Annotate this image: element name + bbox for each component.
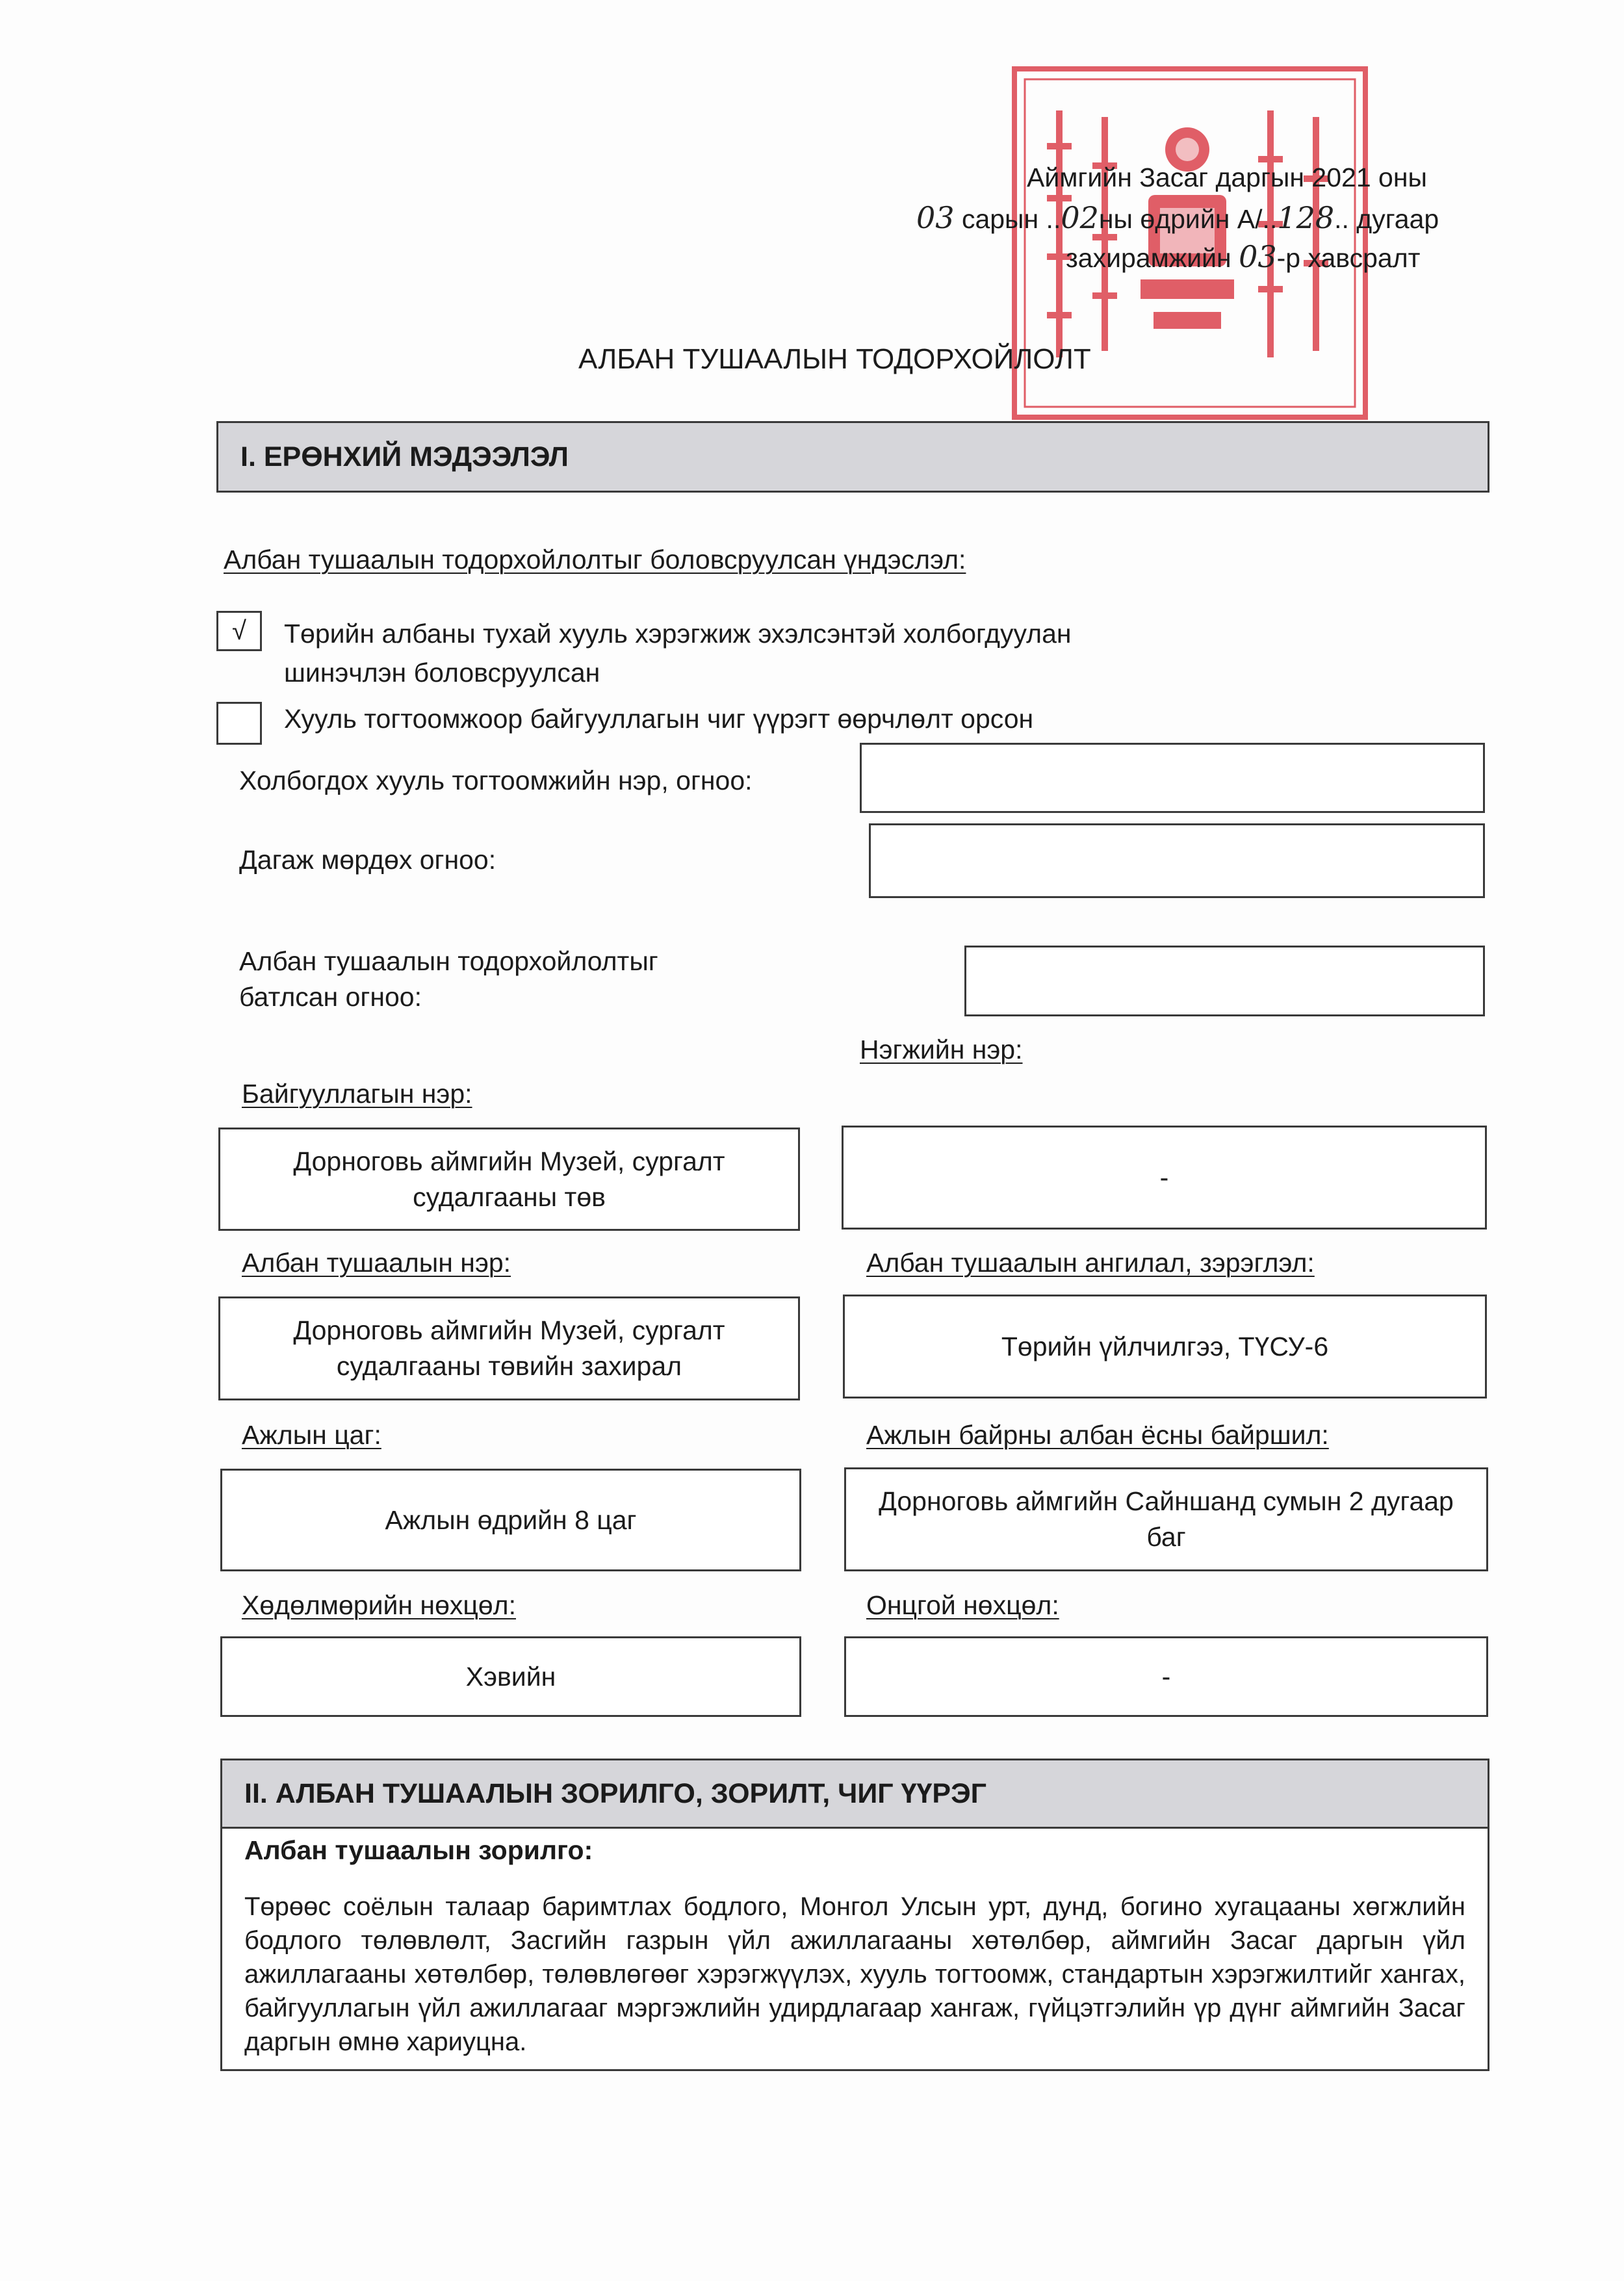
option-2-label: Хууль тогтоомжоор байгууллагын чиг үүрэгт өөрчлөлт орсон: [284, 704, 1034, 734]
law-name-date-label: Холбогдох хууль тогтоомжийн нэр, огноо:: [239, 766, 753, 795]
purpose-text: Төрөөс соёлын талаар баримтлах бодлого, Монгол Улсын урт, дунд, богино хугацааны хөгжлийн бодлого төлөвлөлт, Засгийн газрын үйл ажиллагааны хөтөлбөр, аймгийн Засаг даргын үйл ажиллагааны хөтөлбөр, төлөвлөгөөг хэрэгжүүлэх, хууль тогтоомж, стандартын хэрэгжилтийг хангах, байгууллагын үйл ажиллагааг мэргэжлийн удирдлагаар хангаж, гүйцэтгэлийн үр дүнг аймгийн Засаг даргын өмнө хариуцна.: [244, 1892, 1465, 2056]
section-2-title: II. АЛБАН ТУШААЛЫН ЗОРИЛГО, ЗОРИЛТ, ЧИГ ҮҮРЭГ: [244, 1777, 987, 1809]
check-mark-icon: √: [232, 616, 246, 645]
position-class-label: Албан тушаалын ангилал, зэрэглэл:: [866, 1248, 1315, 1278]
position-class-field[interactable]: [843, 1295, 1487, 1398]
handwritten-day: 03: [916, 200, 955, 235]
unit-name-field[interactable]: [842, 1126, 1487, 1230]
section-1-title: I. ЕРӨНХИЙ МЭДЭЭЛЭЛ: [240, 441, 569, 472]
work-location-value: Дорноговь аймгийн Сайншанд сумын 2 дугаар баг: [879, 1486, 1454, 1552]
document-title: АЛБАН ТУШААЛЫН ТОДОРХОЙЛОЛТ: [578, 343, 1091, 375]
special-conditions-field[interactable]: [844, 1636, 1488, 1717]
header-line-2-post: дугаар: [1348, 204, 1439, 234]
checkbox-option-1[interactable]: [216, 611, 262, 651]
purpose-heading: Албан тушаалын зорилго:: [244, 1835, 593, 1865]
approved-date-label-line-2: батлсан огноо:: [239, 982, 422, 1012]
option-1-label: [284, 614, 1072, 692]
position-name-value: Дорноговь аймгийн Музей, сургалт судалгааны төвийн захирал: [293, 1315, 725, 1381]
approved-date-label: [239, 944, 658, 1015]
basis-label: Албан тушаалын тодорхойлолтыг боловсруулсан үндэслэл:: [224, 545, 966, 574]
special-conditions-value: -: [1161, 1661, 1171, 1692]
effective-date-label: Дагаж мөрдөх огноо:: [239, 845, 496, 875]
working-hours-value: Ажлын өдрийн 8 цаг: [385, 1504, 637, 1535]
position-class-value: Төрийн үйлчилгээ, ТҮСУ-6: [1001, 1331, 1329, 1361]
header-line-3-pre: захирамжийн: [1066, 243, 1239, 273]
handwritten-order-number: 128: [1277, 200, 1335, 235]
unit-name-value: -: [1159, 1162, 1169, 1192]
position-name-field[interactable]: [218, 1296, 800, 1400]
working-conditions-label: Хөдөлмөрийн нөхцөл:: [242, 1590, 516, 1620]
option-1-line-1: Төрийн албаны тухай хууль хэрэгжиж эхэлсэнтэй холбогдуулан: [284, 619, 1072, 649]
approved-date-field[interactable]: [964, 946, 1485, 1016]
header-line-3-post: -р хавсралт: [1276, 243, 1421, 273]
header-line-3: [1066, 239, 1420, 274]
working-conditions-value: Хэвийн: [465, 1661, 556, 1692]
option-1-line-2: шинэчлэн боловсруулсан: [284, 658, 600, 688]
law-name-date-field[interactable]: [860, 743, 1485, 813]
section-2-header: [220, 1759, 1489, 1829]
unit-name-label: Нэгжийн нэр:: [860, 1035, 1023, 1064]
effective-date-field[interactable]: [869, 823, 1485, 898]
checkbox-option-2[interactable]: [216, 702, 262, 745]
header-line-2-mid2: ны өдрийн А/: [1098, 204, 1263, 234]
work-location-field[interactable]: [844, 1467, 1488, 1571]
working-conditions-field[interactable]: [220, 1636, 801, 1717]
approved-date-label-line-1: Албан тушаалын тодорхойлолтыг: [239, 946, 658, 976]
organization-name-value: Дорноговь аймгийн Музей, сургалт судалгааны төв: [293, 1146, 725, 1212]
work-location-label: Ажлын байрны албан ёсны байршил:: [866, 1420, 1329, 1450]
header-line-1: Аймгийн Засаг даргын 2021 оны: [1027, 162, 1427, 192]
working-hours-field[interactable]: [220, 1469, 801, 1571]
handwritten-appendix-number: 03: [1239, 239, 1277, 274]
header-line-2-mid1: сарын: [954, 204, 1046, 234]
position-name-label: Албан тушаалын нэр:: [242, 1248, 511, 1278]
organization-name-label: Байгууллагын нэр:: [242, 1079, 472, 1109]
organization-name-field[interactable]: [218, 1128, 800, 1231]
handwritten-month: 02: [1061, 200, 1099, 235]
purpose-box: [220, 1827, 1489, 2071]
header-line-2: 03 сарын ..02ны өдрийн А/..128.. дугаар: [916, 200, 1439, 235]
special-conditions-label: Онцгой нөхцөл:: [866, 1590, 1059, 1620]
working-hours-label: Ажлын цаг:: [242, 1420, 381, 1450]
section-1-header: [216, 421, 1489, 493]
